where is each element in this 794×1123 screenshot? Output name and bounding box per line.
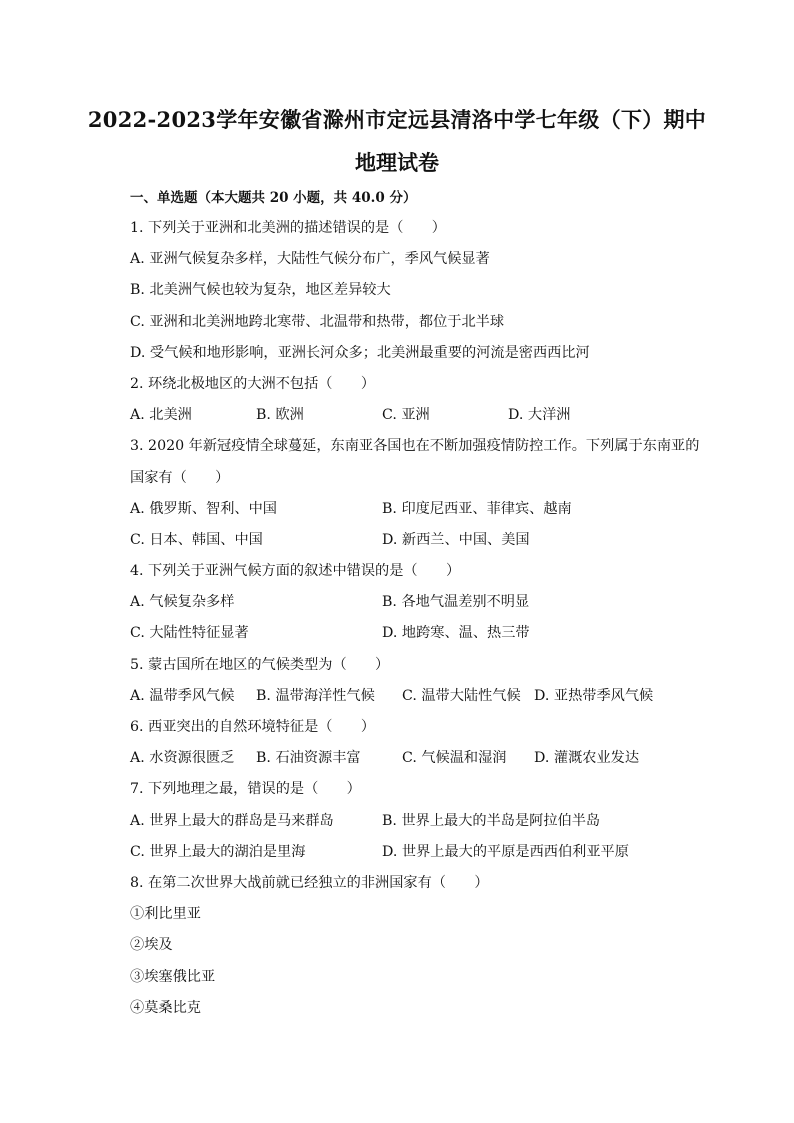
exam-title-line2: 地理试卷 — [355, 150, 439, 175]
question-4-option-d: D. 地跨寒、温、热三带 — [382, 625, 530, 642]
question-7-options-row2 — [130, 837, 700, 868]
question-7-option-d: D. 世界上最大的平原是西西伯利亚平原 — [382, 843, 629, 860]
question-1-option-a: A. 亚洲气候复杂多样，大陆性气候分布广，季风气候显著 — [130, 251, 490, 268]
question-8-item-1: ①利比里亚 — [130, 906, 201, 923]
question-6-option-d: D. 灌溉农业发达 — [534, 750, 640, 767]
question-3-option-a: A. 俄罗斯、智利、中国 — [130, 500, 277, 517]
question-3-stem-line2: 国家有（ ） — [130, 469, 230, 486]
question-1-option-d: D. 受气候和地形影响，亚洲长河众多；北美洲最重要的河流是密西西比河 — [130, 344, 590, 361]
question-list — [130, 213, 700, 1024]
question-2-option-c: C. 亚洲 — [382, 407, 430, 424]
question-4-option-a: A. 气候复杂多样 — [130, 594, 235, 611]
question-5-option-b: B. 温带海洋性气候 — [256, 687, 375, 704]
question-6-option-c: C. 气候温和湿润 — [402, 750, 507, 767]
question-4-option-c: C. 大陆性特征显著 — [130, 625, 249, 642]
question-7-option-a: A. 世界上最大的群岛是马来群岛 — [130, 812, 334, 829]
question-1-option-c: C. 亚洲和北美洲地跨北寒带、北温带和热带，都位于北半球 — [130, 313, 505, 330]
question-8-item-3: ③埃塞俄比亚 — [130, 968, 216, 985]
question-4-options-row1 — [130, 587, 700, 618]
exam-title-line1: 2022-2023学年安徽省滁州市定远县清洛中学七年级（下）期中 — [87, 107, 707, 132]
question-3-option-d: D. 新西兰、中国、美国 — [382, 531, 530, 548]
question-4-stem: 4. 下列关于亚洲气候方面的叙述中错误的是（ ） — [130, 563, 461, 580]
question-3-stem-line1: 3. 2020 年新冠疫情全球蔓延，东南亚各国也在不断加强疫情防控工作。下列属于东南亚的 — [130, 438, 700, 455]
question-7-option-b: B. 世界上最大的半岛是阿拉伯半岛 — [382, 812, 601, 829]
question-5-stem: 5. 蒙古国所在地区的气候类型为（ ） — [130, 656, 390, 673]
question-2-option-d: D. 大洋洲 — [508, 407, 571, 424]
question-8-stem: 8. 在第二次世界大战前就已经独立的非洲国家有（ ） — [130, 874, 489, 891]
question-7-options-row1 — [130, 806, 700, 837]
question-7-stem: 7. 下列地理之最，错误的是（ ） — [130, 781, 361, 798]
question-3-options-row1 — [130, 494, 700, 525]
question-6-option-b: B. 石油资源丰富 — [256, 750, 361, 767]
question-5-option-a: A. 温带季风气候 — [130, 687, 235, 704]
question-4-option-b: B. 各地气温差别不明显 — [382, 594, 530, 611]
question-6-stem: 6. 西亚突出的自然环境特征是（ ） — [130, 719, 376, 735]
question-2-option-a: A. 北美洲 — [130, 407, 192, 424]
question-3-option-c: C. 日本、韩国、中国 — [130, 531, 263, 548]
question-2-options — [130, 400, 700, 431]
section-heading: 一、单选题（本大题共 20 小题，共 40.0 分） — [130, 190, 417, 206]
question-5-options — [130, 681, 700, 712]
question-1-option-b: B. 北美洲气候也较为复杂，地区差异较大 — [130, 282, 391, 299]
question-6-options — [130, 743, 700, 774]
question-8-item-4: ④莫桑比克 — [130, 999, 201, 1016]
question-5-option-c: C. 温带大陆性气候 — [402, 687, 521, 704]
question-4-options-row2 — [130, 618, 700, 649]
question-2-stem: 2. 环绕北极地区的大洲不包括（ ） — [130, 375, 376, 392]
question-2-option-b: B. 欧洲 — [256, 407, 304, 424]
question-3-options-row2 — [130, 525, 700, 556]
question-7-option-c: C. 世界上最大的湖泊是里海 — [130, 843, 306, 860]
question-8-item-2: ②埃及 — [130, 937, 173, 954]
question-1-stem: 1. 下列关于亚洲和北美洲的描述错误的是（ ） — [130, 220, 446, 236]
question-5-option-d: D. 亚热带季风气候 — [534, 687, 654, 704]
question-6-option-a: A. 水资源很匮乏 — [130, 750, 235, 767]
question-3-option-b: B. 印度尼西亚、菲律宾、越南 — [382, 500, 572, 517]
